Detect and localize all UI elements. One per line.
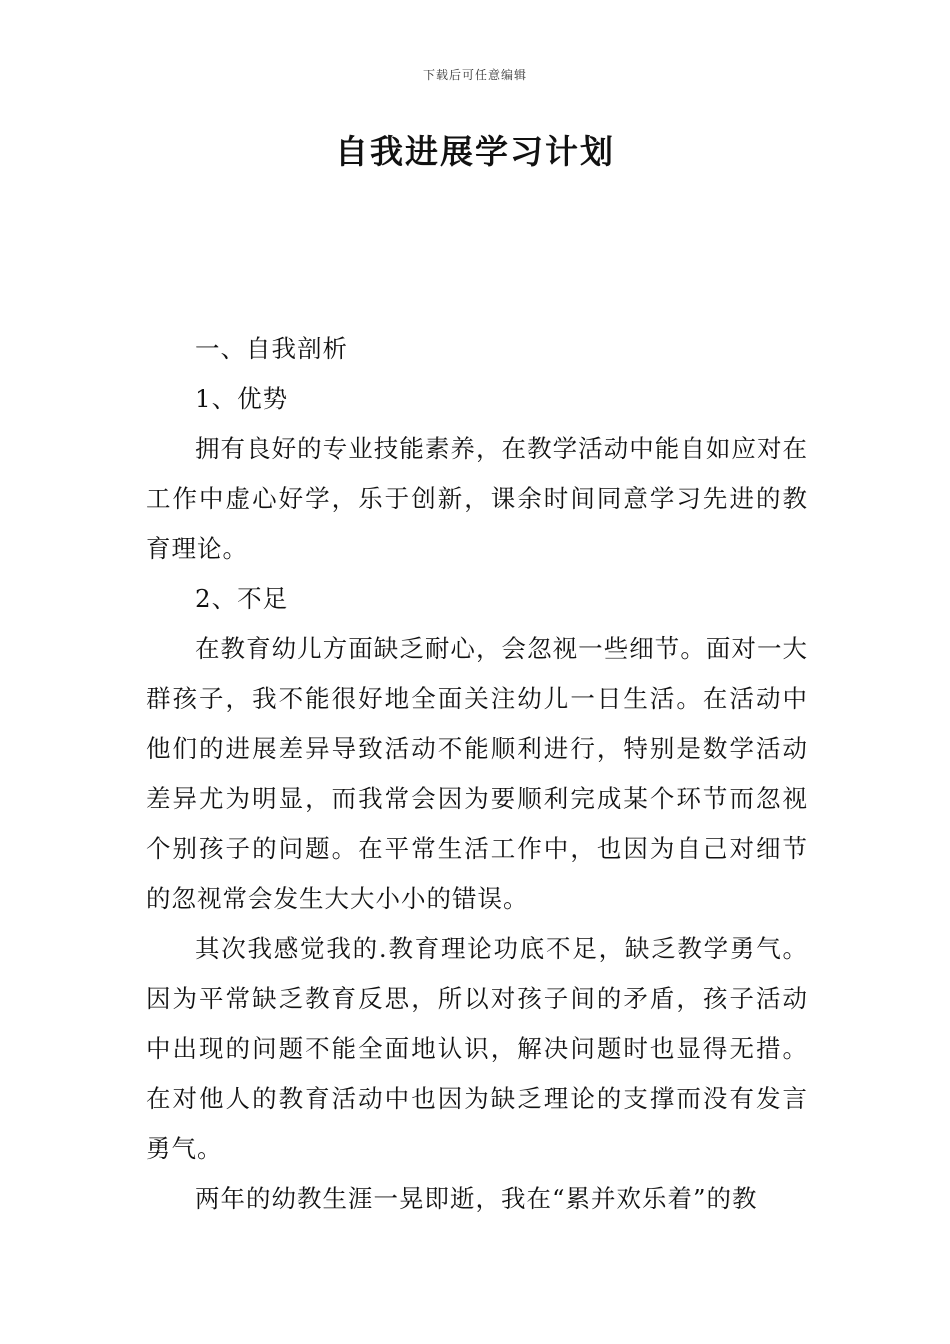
header-note: 下载后可任意编辑 — [422, 68, 527, 82]
paragraph-theory: 其次我感觉我的.教育理论功底不足，缺乏教学勇气。因为平常缺乏教育反思，所以对孩子间的矛盾，孩子活动中出现的问题不能全面地认识，解决问题时也显得无措。在对他人的教育活动中也因为缺乏理论的支撑而没有发言勇气。 — [146, 934, 808, 1163]
document-body — [146, 324, 808, 1224]
paragraph-weaknesses: 在教育幼儿方面缺乏耐心，会忽视一些细节。面对一大群孩子，我不能很好地全面关注幼儿一日生活。在活动中他们的进展差异导致活动不能顺利进行，特别是数学活动差异尤为明显，而我常会因为要顺利完成某个环节而忽视个别孩子的问题。在平常生活工作中，也因为自己对细节的忽视常会发生大大小小的错误。 — [146, 634, 808, 913]
paragraph-strengths: 拥有良好的专业技能素养，在教学活动中能自如应对在工作中虚心好学，乐于创新，课余时间同意学习先进的教育理论。 — [146, 434, 808, 563]
section-heading-self-analysis: 一、自我剖析 — [195, 334, 348, 363]
paragraph-career: 两年的幼教生涯一晃即逝，我在“累并欢乐着”的教 — [195, 1184, 758, 1213]
subheading-strengths: 1、优势 — [195, 384, 289, 413]
subheading-weaknesses: 2、不足 — [195, 584, 289, 613]
document-title: 自我进展学习计划 — [335, 132, 615, 171]
